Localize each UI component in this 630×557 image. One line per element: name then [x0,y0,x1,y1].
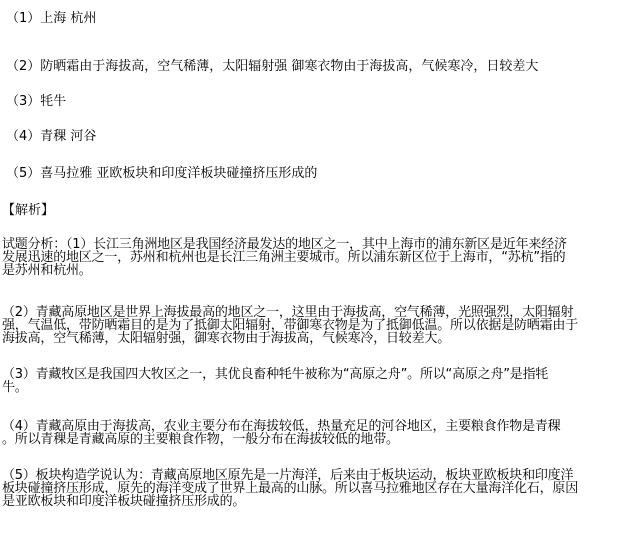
answer-4: （4）青稞 河谷 [6,129,97,144]
analysis-paragraph-3 [2,368,628,394]
analysis-line: 。所以青稞是青藏高原的主要粮食作物，一般分布在海拔较低的地带。 [2,432,399,447]
analysis-paragraph-4 [2,420,628,446]
analysis-line: （3）青藏牧区是我国四大牧区之一，其优良畜种牦牛被称为“高原之舟”。所以“高原之舟”是指牦 [2,367,549,382]
answer-2: （2）防晒霜由于海拔高，空气稀薄，太阳辐射强 御寒衣物由于海拔高，气候寒冷，日较差大 [6,59,539,74]
analysis-line: 板块碰撞挤压形成，原先的海洋变成了世界上最高的山脉。所以喜马拉雅地区存在大量海洋化石，原因 [2,481,579,496]
analysis-paragraph-2 [2,306,628,345]
analysis-line: 试题分析：（1）长江三角洲地区是我国经济最发达的地区之一，其中上海市的浦东新区是近年来经济 [2,237,567,252]
analysis-line: 牛。 [2,380,28,395]
answer-5: （5）喜马拉雅 亚欧板块和印度洋板块碰撞挤压形成的 [6,166,318,181]
analysis-line: 强，气温低，带防晒霜目的是为了抵御太阳辐射，带御寒衣物是为了抵御低温。所以依据是防晒霜由于 [2,318,579,333]
analysis-line: （4）青藏高原由于海拔高，农业主要分布在海拔较低，热量充足的河谷地区，主要粮食作物是青稞 [2,419,561,434]
analysis-line: （2）青藏高原地区是世界上海拔最高的地区之一，这里由于海拔高，空气稀薄，光照强烈，太阳辐射 [2,305,574,320]
analysis-paragraph-1 [2,238,628,277]
analysis-header: 【解析】 [2,203,55,218]
answer-3: （3）牦牛 [6,94,67,109]
answer-1: （1）上海 杭州 [6,11,97,26]
analysis-line: 是苏州和杭州。 [2,263,92,278]
analysis-line: （5）板块构造学说认为：青藏高原地区原先是一片海洋，后来由于板块运动，板块亚欧板块和印度洋 [2,468,574,483]
analysis-line: 是亚欧板块和印度洋板块碰撞挤压形成的。 [2,494,246,509]
analysis-line: 发展迅速的地区之一，苏州和杭州也是长江三角洲主要城市。所以浦东新区位于上海市，“苏杭”指的 [2,250,566,265]
analysis-line: 海拔高，空气稀薄，太阳辐射强，御寒衣物由于海拔高，气候寒冷，日较差大。 [2,331,451,346]
analysis-paragraph-5 [2,469,628,508]
